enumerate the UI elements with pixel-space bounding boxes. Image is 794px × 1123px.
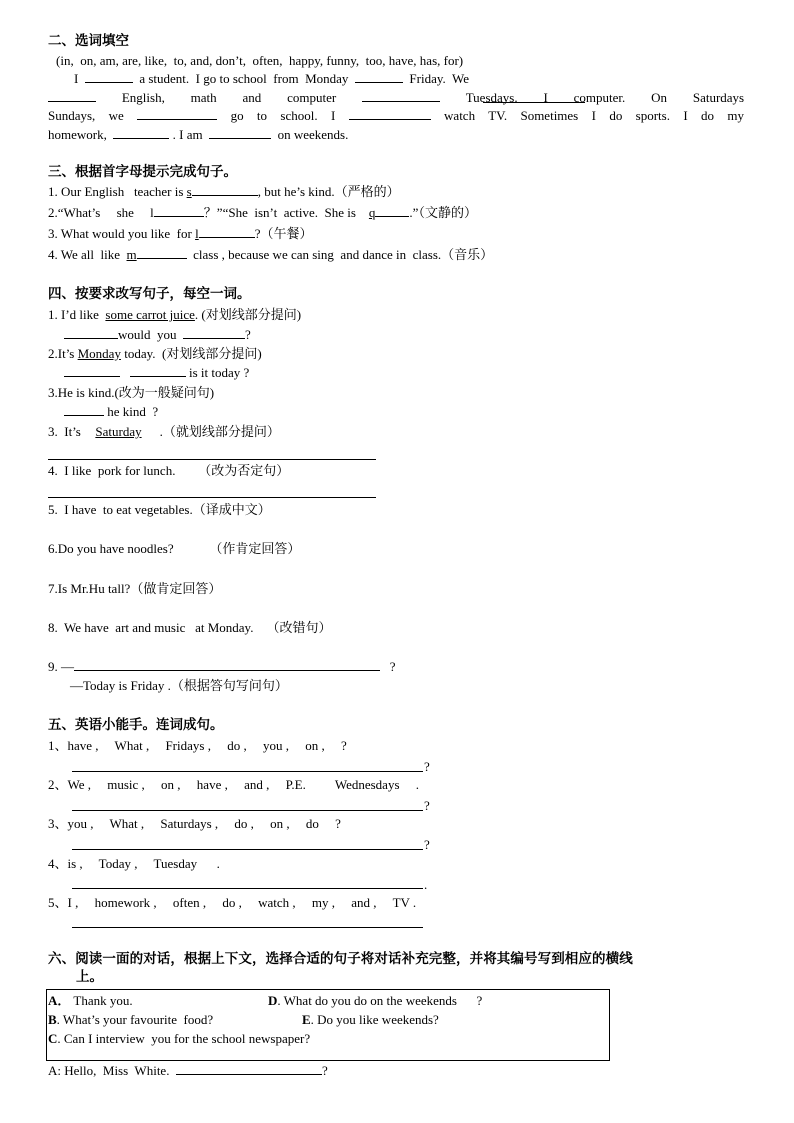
question-4-3-answer: he kind ? [64,403,158,421]
fill-line-1: I a student. I go to school from Monday Friday. We [74,71,470,86]
fill-line-4: homework, . I am on weekends. [48,127,349,142]
question-5-5: 5、I , homework , often , do , watch , my , and , TV . [48,895,417,910]
question-4-8: 8. We have art and music at Monday. （改错句） [48,620,332,635]
question-4-5: 5. I have to eat vegetables.（译成中文） [48,502,271,517]
question-4-1-answer: would you ? [64,326,251,344]
answer-blank[interactable] [64,326,118,339]
question-4-3: 3.He is kind.(改为一般疑问句) [48,385,215,400]
answer-blank[interactable] [209,126,271,139]
question-4-2: 2.It’s Monday today. (对划线部分提问) [48,346,262,361]
answer-blank[interactable] [483,102,585,103]
answer-blank[interactable] [137,246,187,259]
dialogue-line-1: A: Hello, Miss White. ? [48,1063,328,1078]
section-5-title: 五、英语小能手。连词成句。 [48,717,224,733]
question-4-9: 9. — ? [48,659,396,674]
question-4-9-answer: —Today is Friday .（根据答句写问句） [70,678,288,693]
answer-blank[interactable] [183,326,245,339]
answer-line[interactable] [72,849,423,850]
option-b: B. What’s your favourite food? [48,1012,214,1027]
line-end-mark: . [424,877,428,892]
option-d: D. What do you do on the weekends ? [268,993,483,1008]
question-4-4: 4. I like pork for lunch. （改为否定句） [48,463,290,478]
answer-line[interactable] [72,927,423,928]
answer-blank[interactable] [113,126,169,139]
question-5-4: 4、is , Today , Tuesday . [48,856,220,871]
answer-blank[interactable] [64,403,104,416]
answer-blank[interactable] [154,204,204,217]
question-3-1: 1. Our English teacher is s , but he’s kind.（严格的） [48,184,400,199]
answer-blank[interactable] [375,204,409,217]
answer-blank[interactable] [355,70,403,83]
question-5-2: 2、We , music , on , have , and , P.E. Wednesdays . [48,777,420,792]
answer-line[interactable] [48,497,376,498]
answer-line[interactable] [72,771,423,772]
question-3-4: 4. We all like m class , because we can sing and dance in class.（音乐） [48,247,494,262]
question-4-3b: 3. It’s Saturday .（就划线部分提问） [48,424,280,439]
answer-line[interactable] [72,888,423,889]
answer-blank[interactable] [137,107,217,120]
fill-line-2: English, math and computer Tuesdays. I computer. On Saturdays [48,89,744,107]
section-3-title: 三、根据首字母提示完成句子。 [48,164,237,180]
answer-blank[interactable] [199,225,255,238]
answer-blank[interactable] [64,364,120,377]
option-c: C. Can I interview you for the school newspaper? [48,1031,311,1046]
question-3-3: 3. What would you like for l ?（午餐） [48,226,313,241]
answer-blank[interactable] [74,658,380,671]
answer-blank[interactable] [176,1062,322,1075]
option-a: A． Thank you. [48,993,133,1008]
answer-blank[interactable] [85,70,133,83]
answer-line[interactable] [48,459,376,460]
answer-blank[interactable] [349,107,431,120]
answer-blank[interactable] [362,89,440,102]
question-4-2-answer: is it today ? [64,364,249,382]
section-6-title-cont: 上。 [76,969,103,985]
line-end-mark: ? [424,798,430,813]
question-5-1: 1、have , What , Fridays , do , you , on , ? [48,738,347,753]
section-4-title: 四、按要求改写句子，每空一词。 [48,286,251,302]
line-end-mark: ? [424,837,430,852]
question-3-2: 2.“What’s she l ？”“She isn’t active. She is q .”（文静的） [48,205,477,220]
answer-line[interactable] [72,810,423,811]
line-end-mark: ? [424,759,430,774]
question-4-6: 6.Do you have noodles? （作肯定回答） [48,541,301,556]
question-5-3: 3、you , What , Saturdays , do , on , do ? [48,816,341,831]
section-6-title: 六、阅读一面的对话，根据上下文，选择合适的句子将对话补充完整，并将其编号写到相应的横线 [48,951,633,967]
word-bank: (in, on, am, are, like, to, and, don’t, often, happy, funny, too, have, has, for) [56,53,464,68]
answer-blank[interactable] [130,364,186,377]
question-4-7: 7.Is Mr.Hu tall?（做肯定回答） [48,581,222,596]
section-2-title: 二、选词填空 [48,33,129,49]
answer-blank[interactable] [48,89,96,102]
question-4-1: 1. I’d like some carrot juice. (对划线部分提问) [48,307,302,322]
option-e: E. Do you like weekends? [302,1012,439,1027]
fill-line-3: Sundays, we go to school. I watch TV. Sometimes I do sports. I do my [48,108,745,123]
answer-blank[interactable] [192,183,258,196]
